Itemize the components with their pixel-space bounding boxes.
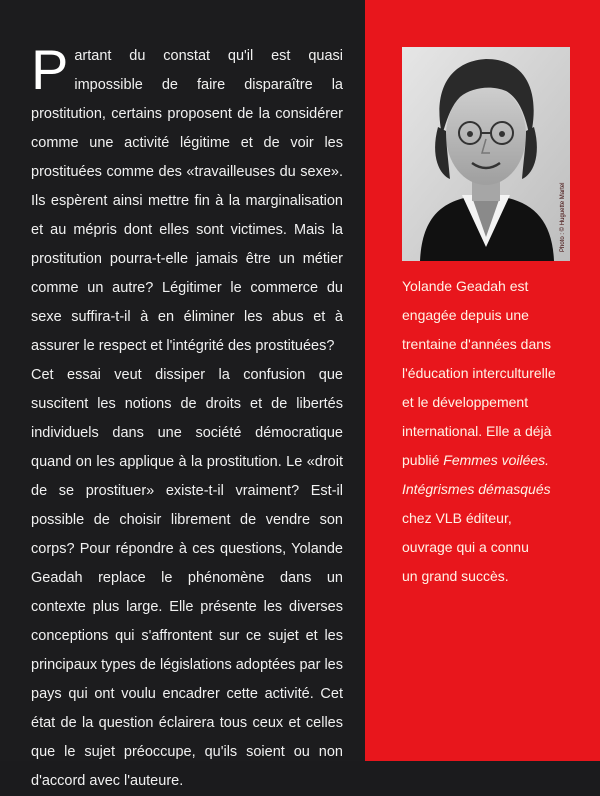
author-photo (402, 47, 570, 261)
cover-blurb (31, 38, 343, 796)
blurb-paragraph-1 (31, 38, 343, 361)
blurb-paragraph-1-text: artant du constat qu'il est quasi impossible de faire disparaître la prostitution, certains proposent de la considérer comme une activité légitime et de voir les prostituées comme des «travailleuses du sexe». Ils espèrent ainsi mettre fin à la marginalisation et au mépris dont elles sont victimes. Mais la prostitution pourra-t-elle jamais être un métier comme un autre? Légitimer le commerce du sexe suffira-t-il à en éliminer les abus et à assurer le respect et l'intégrité des prostituées? (31, 48, 343, 354)
author-portrait-image (402, 47, 570, 261)
bio-line: international. Elle a déjà (402, 423, 552, 439)
bio-line: l'éducation interculturelle (402, 365, 556, 381)
blurb-paragraph-2: Cet essai veut dissiper la confusion que suscitent les notions de droits et de libertés individuels dans une société démocratique quand on les applique à la prostitution. Le «droit de se prostituer» existe-t-il vraiment? Est-il possible de choisir librement de vendre son corps? Pour répondre à ces questions, Yolande Geadah replace le phénomène dans un contexte plus large. Elle présente les diverses conceptions qui s'affrontent sur ce sujet et les principaux types de législations adoptées par les pays qui ont voulu encadrer cette activité. Cet état de la question éclairera tous ceux et celles que le sujet préoccupe, qu'ils soient ou non d'accord avec l'auteure. (31, 367, 343, 789)
author-bio (402, 272, 592, 591)
bio-line: engagée depuis une (402, 307, 529, 323)
photo-credit: Photo : © Huguette Martel (560, 182, 566, 252)
bio-line: trentaine d'années dans (402, 336, 552, 352)
book-title-part-1: Femmes voilées. (443, 452, 550, 468)
bio-line-prefix: publié (402, 452, 444, 468)
bio-line: Yolande Geadah est (402, 278, 529, 294)
bio-line: chez VLB éditeur, (402, 510, 512, 526)
book-title-part-2: Intégrismes démasqués (402, 481, 551, 497)
bio-line: un grand succès. (402, 568, 509, 584)
drop-cap: P (31, 38, 69, 101)
bio-line (402, 446, 592, 475)
bio-line: et le développement (402, 394, 529, 410)
bio-line: ouvrage qui a connu (402, 539, 529, 555)
